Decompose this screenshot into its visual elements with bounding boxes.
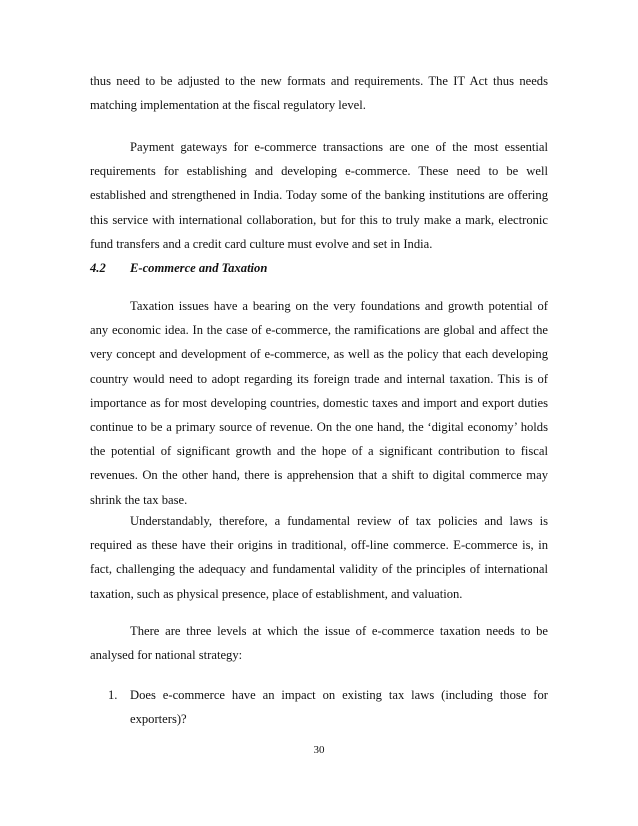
section-title: E-commerce and Taxation: [130, 261, 268, 275]
list-item: [108, 683, 548, 731]
paragraph-text: Payment gateways for e-commerce transactions are one of the most essential requirements for establishing and developing e-commerce. These need to be well established and strengthened in India. Today some of the banking institutions are offering this service with international collaboration, but for this to truly make a mark, electronic fund transfers and a credit card culture must evolve and set in India.: [90, 140, 548, 251]
paragraph-text: thus need to be adjusted to the new formats and requirements. The IT Act thus needs matching implementation at the fiscal regulatory level.: [90, 74, 548, 113]
paragraph-payment-gateways: [90, 135, 548, 256]
section-heading: [90, 256, 548, 280]
paragraph-fiscal-regulation: [90, 69, 548, 117]
section-number: 4.2: [90, 261, 106, 275]
paragraph-tax-review: [90, 509, 548, 606]
paragraph-taxation-issues: [90, 294, 548, 512]
list-item-text: Does e-commerce have an impact on existing tax laws (including those for exporters)?: [130, 688, 548, 726]
list-marker: 1.: [108, 688, 118, 702]
paragraph-text: There are three levels at which the issue of e-commerce taxation needs to be analysed for national strategy:: [90, 624, 548, 663]
page-number: 30: [313, 744, 325, 756]
paragraph-text: Taxation issues have a bearing on the very foundations and growth potential of any economic idea. In the case of e-commerce, the ramifications are global and affect the very concept and development of e-commerce, as well as the policy that each developing country would need to adopt regarding its foreign trade and internal taxation. This is of importance as for most developing countries, domestic taxes and import and export duties continue to be a primary source of revenue. On the one hand, the ‘digital economy’ holds the potential of significant growth and the hope of a significant contribution to fiscal revenues. On the other hand, there is apprehension that a shift to digital commerce may shrink the tax base.: [90, 299, 548, 507]
paragraph-three-levels: [90, 619, 548, 667]
paragraph-text: Understandably, therefore, a fundamental review of tax policies and laws is required as these have their origins in traditional, off-line commerce. E-commerce is, in fact, challenging the adequacy and fundamental validity of the principles of international taxation, such as physical presence, place of establishment, and valuation.: [90, 514, 548, 601]
